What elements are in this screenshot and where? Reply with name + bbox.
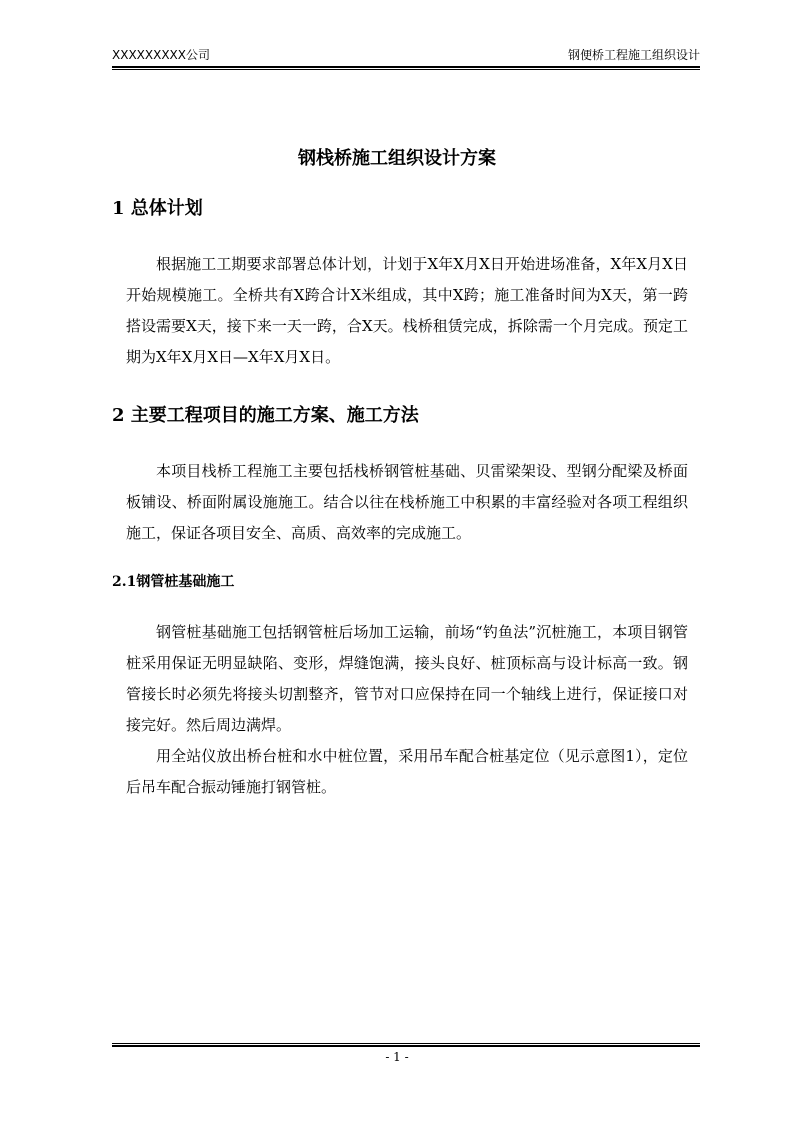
header-doc-title: 钢便桥工程施工组织设计	[567, 48, 700, 62]
section-heading-construction-methods: 2 主要工程项目的施工方案、施工方法	[112, 405, 419, 426]
paragraph-overall-plan: 根据施工工期要求部署总体计划，计划于X年X月X日开始进场准备，X年X月X日开始规模施工。全桥共有X跨合计X米组成，其中X跨；施工准备时间为X天，第一跨搭设需要X天，接下来一天一跨，合X天。栈桥租赁完成，拆除需一个月完成。预定工期为X年X月X日—X年X月X日。	[126, 255, 688, 366]
header-rule	[112, 66, 700, 70]
page-number: - 1 -	[385, 1050, 409, 1064]
paragraph-construction-methods: 本项目栈桥工程施工主要包括栈桥钢管桩基础、贝雷梁架设、型钢分配梁及桥面板铺设、桥面附属设施施工。结合以往在栈桥施工中积累的丰富经验对各项工程组织施工，保证各项目安全、高质、高效率的完成施工。	[126, 462, 688, 542]
subsection-heading-pile-foundation: 2.1钢管桩基础施工	[112, 574, 235, 590]
paragraph-pile-foundation-1: 钢管桩基础施工包括钢管桩后场加工运输，前场“钓鱼法”沉桩施工，本项目钢管桩采用保证无明显缺陷、变形，焊缝饱满，接头良好、桩顶标高与设计标高一致。钢管接长时必须先将接头切割整齐，管节对口应保持在同一个轴线上进行，保证接口对接完好。然后周边满焊。	[126, 623, 688, 734]
paragraph-pile-foundation-2: 用全站仪放出桥台桩和水中桩位置，采用吊车配合桩基定位（见示意图1），定位后吊车配合振动锤施打钢管桩。	[126, 747, 688, 796]
section-heading-overall-plan: 1 总体计划	[112, 198, 203, 219]
page-header	[112, 46, 700, 66]
header-company: XXXXXXXXX公司	[112, 48, 210, 62]
document-title: 钢栈桥施工组织设计方案	[298, 148, 496, 169]
footer-rule	[112, 1043, 700, 1047]
